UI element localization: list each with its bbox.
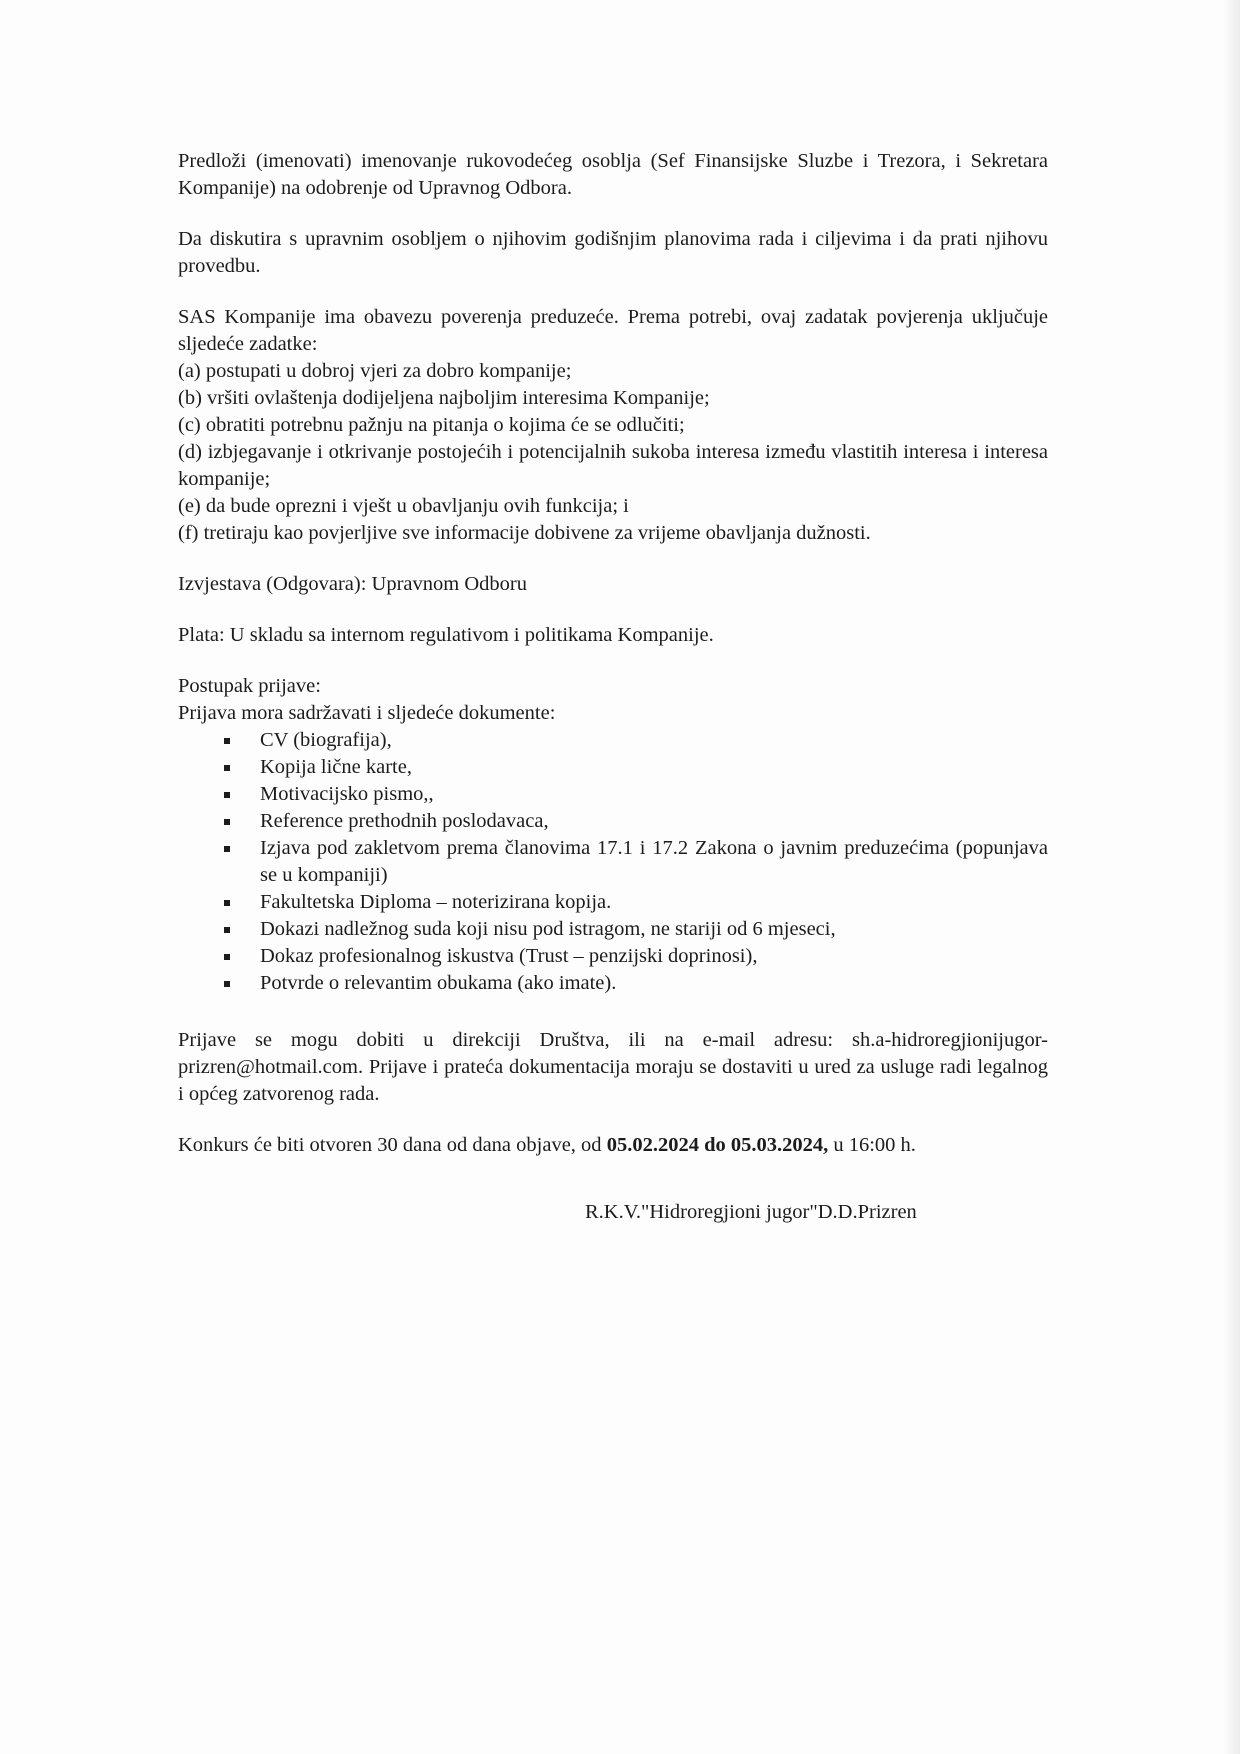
bullet-icon [224, 846, 230, 852]
salary: Plata: U skladu sa internom regulativom i politikama Kompanije. [178, 624, 714, 646]
bullet-icon [224, 765, 230, 771]
application-intro: Prijava mora sadržavati i sljedeće dokumente: [178, 702, 556, 724]
document-item-text: Fakultetska Diploma – noterizirana kopija. [260, 891, 612, 913]
duty-item: (b) vršiti ovlaštenja dodijeljena najboljim interesima Kompanije; [178, 387, 710, 409]
required-documents-list [178, 727, 1048, 997]
document-item-text: Dokaz profesionalnog iskustva (Trust – penzijski doprinosi), [260, 945, 758, 967]
document-item-text: Potvrde o relevantim obukama (ako imate). [260, 972, 617, 994]
company-signature: R.K.V."Hidroregjioni jugor"D.D.Prizren [585, 1201, 917, 1223]
document-item [178, 808, 1048, 835]
bullet-icon [224, 738, 230, 744]
document-item-text: Reference prethodnih poslodavaca, [260, 810, 549, 832]
paragraph-trust-intro: SAS Kompanije ima obavezu poverenja preduzeće. Prema potrebi, ovaj zadatak povjerenja uključuje sljedeće zadatke: [178, 306, 1048, 355]
deadline-suffix: u 16:00 h. [828, 1134, 916, 1156]
duty-item: (d) izbjegavanje i otkrivanje postojećih i potencijalnih sukoba interesa između vlastitih interesa i interesa kompanije; [178, 441, 1048, 490]
bullet-icon [224, 927, 230, 933]
submission-instructions: Prijave se mogu dobiti u direkciji Društva, ili na e-mail adresu: sh.a-hidroregjionijugor-prizren@hotmail.com. Prijave i prateća dokumentacija moraju se dostaviti u ured za usluge radi legalnog i općeg zatvorenog rada. [178, 1029, 1048, 1105]
reports-to: Izvjestava (Odgovara): Upravnom Odboru [178, 573, 527, 595]
deadline-prefix: Konkurs će biti otvoren 30 dana od dana objave, od [178, 1134, 607, 1156]
document-item [178, 970, 1048, 997]
document-item-text: CV (biografija), [260, 729, 392, 751]
bullet-icon [224, 900, 230, 906]
document-item-text: Izjava pod zakletvom prema članovima 17.1 i 17.2 Zakona o javnim preduzećima (popunjava se u kompaniji) [260, 837, 1048, 886]
application-heading: Postupak prijave: [178, 675, 321, 697]
bullet-icon [224, 981, 230, 987]
document-item [178, 916, 1048, 943]
document-item [178, 781, 1048, 808]
duties-list [178, 358, 1048, 547]
bullet-icon [224, 792, 230, 798]
document-item-text: Motivacijsko pismo,, [260, 783, 434, 805]
document-item [178, 943, 1048, 970]
document-item [178, 754, 1048, 781]
duty-item: (e) da bude oprezni i vješt u obavljanju ovih funkcija; i [178, 495, 629, 517]
bullet-icon [224, 954, 230, 960]
paragraph-appointment: Predloži (imenovati) imenovanje rukovodećeg osoblja (Sef Finansijske Sluzbe i Trezora, i Sekretara Kompanije) na odobrenje od Upravnog Odbora. [178, 150, 1048, 199]
duty-item: (c) obratiti potrebnu pažnju na pitanja o kojima će se odlučiti; [178, 414, 685, 436]
document-item-text: Dokazi nadležnog suda koji nisu pod istragom, ne stariji od 6 mjeseci, [260, 918, 836, 940]
deadline-statement [178, 1132, 1048, 1159]
deadline-dates: 05.02.2024 do 05.03.2024, [606, 1134, 829, 1156]
paragraph-planning: Da diskutira s upravnim osobljem o njihovim godišnjim planovima rada i ciljevima i da prati njihovu provedbu. [178, 228, 1048, 277]
document-item [178, 889, 1048, 916]
duty-item: (a) postupati u dobroj vjeri za dobro kompanije; [178, 360, 572, 382]
scan-edge-shadow [1224, 0, 1240, 1754]
duty-item: (f) tretiraju kao povjerljive sve informacije dobivene za vrijeme obavljanja dužnosti. [178, 522, 871, 544]
bullet-icon [224, 819, 230, 825]
document-item-text: Kopija lične karte, [260, 756, 412, 778]
document-body [178, 148, 1048, 1247]
document-item [178, 727, 1048, 754]
document-item [178, 835, 1048, 889]
